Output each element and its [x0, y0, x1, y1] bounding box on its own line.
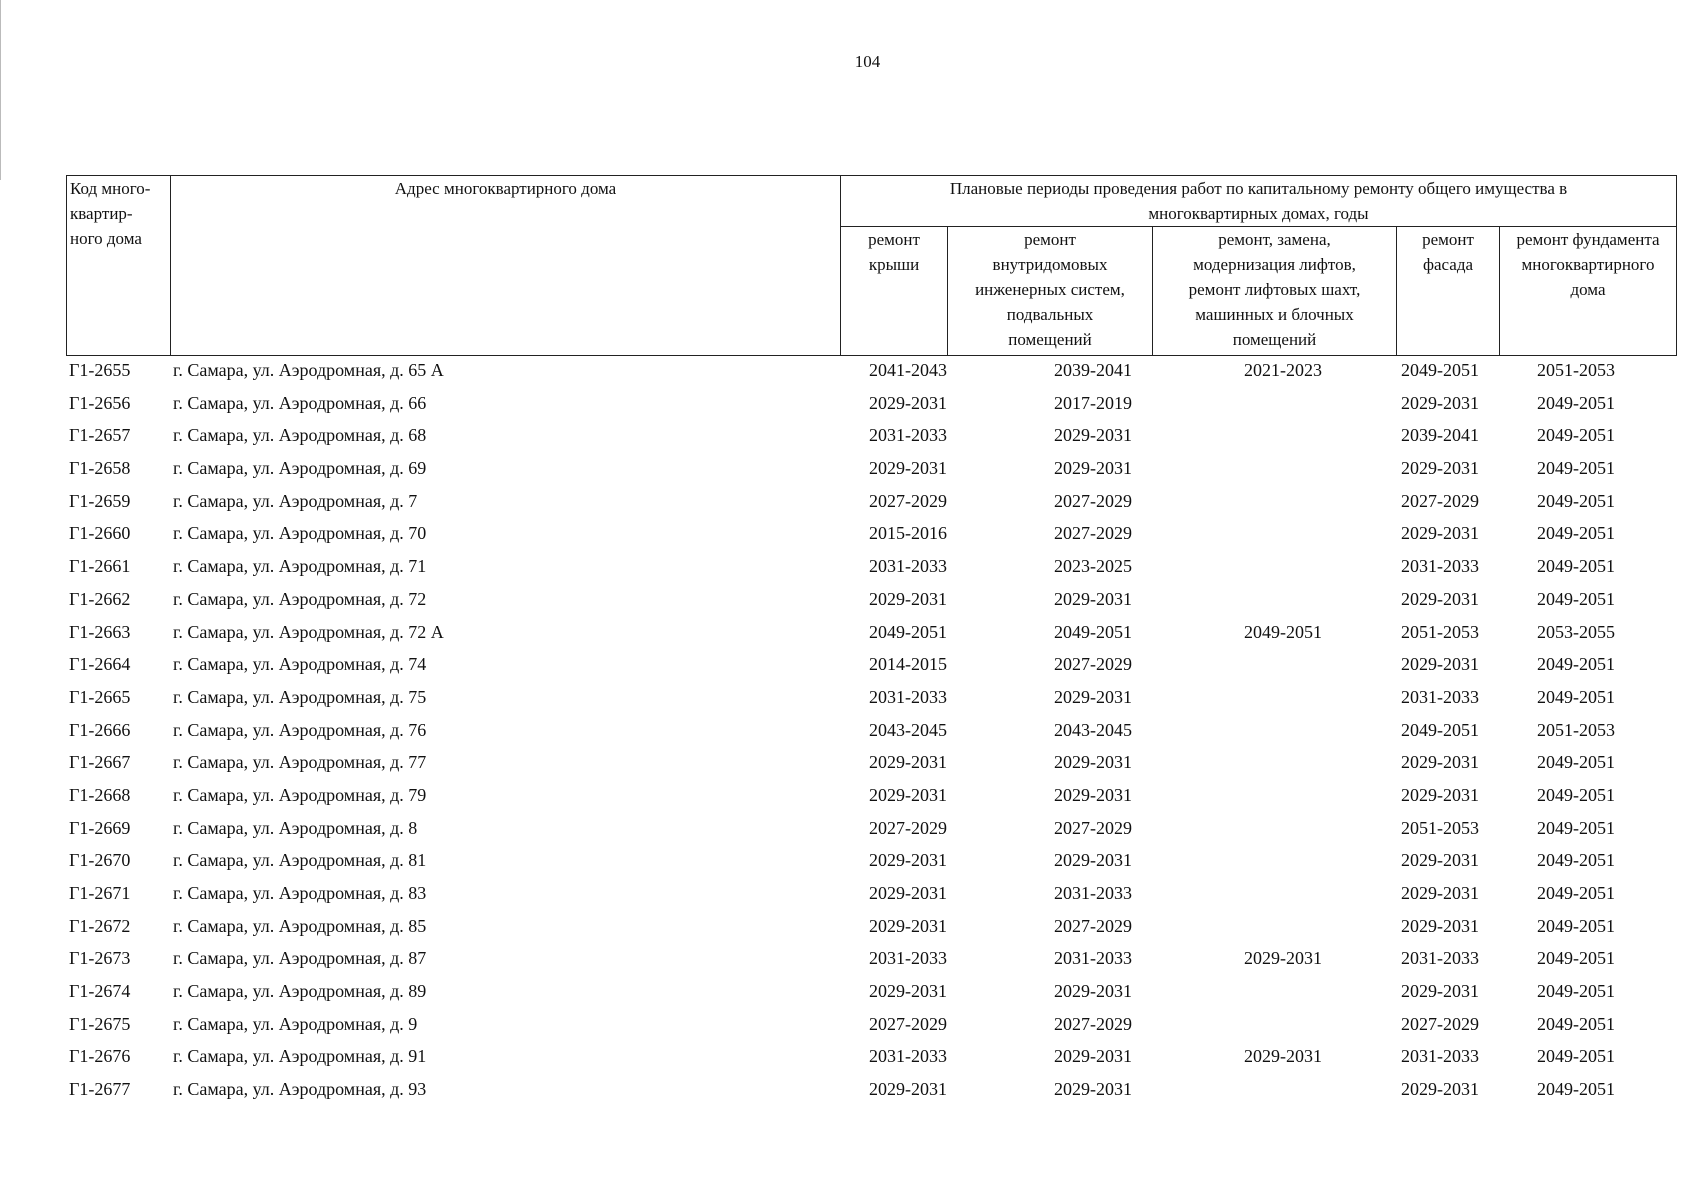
- cell-foundation: 2051-2053: [1537, 719, 1615, 740]
- header-systems-line: подвальных: [1006, 305, 1094, 324]
- table-row: [66, 912, 1676, 945]
- table-row: [66, 1075, 1676, 1108]
- cell-foundation: 2049-2051: [1537, 1013, 1615, 1034]
- cell-code: Г1-2664: [69, 654, 131, 675]
- cell-systems: 2027-2029: [1054, 1013, 1132, 1034]
- cell-address: г. Самара, ул. Аэродромная, д. 83: [173, 883, 427, 903]
- cell-facade: 2031-2033: [1401, 1046, 1479, 1067]
- table-row: [66, 716, 1676, 749]
- table-row: [66, 846, 1676, 879]
- cell-address: г. Самара, ул. Аэродромная, д. 72 А: [173, 621, 444, 642]
- cell-foundation: 2049-2051: [1537, 784, 1615, 805]
- cell-address: г. Самара, ул. Аэродромная, д. 7: [173, 490, 418, 511]
- cell-systems: 2029-2031: [1054, 752, 1132, 773]
- cell-address: г. Самара, ул. Аэродромная, д. 70: [173, 523, 427, 544]
- cell-roof: 2029-2031: [869, 915, 947, 936]
- cell-roof: 2014-2015: [869, 654, 947, 675]
- table-row: [66, 1042, 1676, 1075]
- cell-roof: 2029-2031: [869, 981, 947, 1002]
- cell-systems: 2029-2031: [1054, 686, 1132, 707]
- cell-roof: 2031-2033: [869, 686, 947, 707]
- cell-facade: 2029-2031: [1401, 981, 1479, 1002]
- cell-foundation: 2049-2051: [1537, 1079, 1615, 1100]
- cell-code: Г1-2667: [69, 752, 131, 773]
- cell-facade: 2029-2031: [1401, 784, 1479, 805]
- cell-facade: 2029-2031: [1401, 392, 1479, 413]
- table-row: [66, 650, 1676, 683]
- table-row: [66, 879, 1676, 912]
- header-code: [67, 176, 171, 356]
- cell-lifts: 2029-2031: [1244, 948, 1322, 969]
- header-code-line: ного дома: [70, 229, 142, 248]
- cell-facade: 2029-2031: [1401, 458, 1479, 479]
- cell-facade: 2031-2033: [1401, 686, 1479, 707]
- cell-code: Г1-2656: [69, 392, 131, 413]
- cell-roof: 2043-2045: [869, 719, 947, 740]
- cell-facade: 2029-2031: [1401, 752, 1479, 773]
- cell-address: г. Самара, ул. Аэродромная, д. 81: [173, 850, 427, 871]
- cell-code: Г1-2663: [69, 621, 131, 642]
- cell-foundation: 2049-2051: [1537, 588, 1615, 609]
- cell-roof: 2027-2029: [869, 490, 947, 511]
- cell-foundation: 2049-2051: [1537, 915, 1615, 936]
- header-foundation-line: ремонт фундамента: [1516, 230, 1660, 249]
- cell-foundation: 2049-2051: [1537, 490, 1615, 511]
- cell-facade: 2049-2051: [1401, 719, 1479, 740]
- table-row: [66, 944, 1676, 977]
- cell-foundation: 2049-2051: [1537, 425, 1615, 446]
- cell-systems: 2049-2051: [1054, 621, 1132, 642]
- header-lifts-line: модернизация лифтов,: [1193, 255, 1356, 274]
- cell-code: Г1-2674: [69, 981, 131, 1002]
- cell-roof: 2029-2031: [869, 752, 947, 773]
- cell-facade: 2039-2041: [1401, 425, 1479, 446]
- cell-code: Г1-2675: [69, 1013, 131, 1034]
- header-periods: [841, 176, 1677, 227]
- header-code-line: квартир-: [70, 204, 133, 223]
- cell-systems: 2027-2029: [1054, 523, 1132, 544]
- cell-facade: 2051-2053: [1401, 817, 1479, 838]
- cell-systems: 2029-2031: [1054, 981, 1132, 1002]
- header-roof-line: крыши: [868, 255, 920, 274]
- cell-foundation: 2049-2051: [1537, 1046, 1615, 1067]
- table-body: [66, 356, 1676, 1108]
- cell-foundation: 2049-2051: [1537, 883, 1615, 903]
- cell-address: г. Самара, ул. Аэродромная, д. 77: [173, 752, 427, 773]
- cell-foundation: 2049-2051: [1537, 686, 1615, 707]
- cell-roof: 2015-2016: [869, 523, 947, 544]
- cell-address: г. Самара, ул. Аэродромная, д. 9: [173, 1013, 418, 1034]
- header-foundation-line: многоквартирного: [1521, 255, 1655, 274]
- page-number: 104: [854, 52, 881, 71]
- cell-systems: 2027-2029: [1054, 817, 1132, 838]
- cell-roof: 2029-2031: [869, 850, 947, 871]
- cell-lifts: 2049-2051: [1244, 621, 1322, 642]
- cell-systems: 2023-2025: [1054, 556, 1132, 577]
- cell-address: г. Самара, ул. Аэродромная, д. 69: [173, 458, 427, 479]
- cell-systems: 2029-2031: [1054, 850, 1132, 871]
- table-row: [66, 781, 1676, 814]
- header-lifts-line: ремонт, замена,: [1218, 230, 1331, 249]
- cell-address: г. Самара, ул. Аэродромная, д. 8: [173, 817, 418, 838]
- cell-address: г. Самара, ул. Аэродромная, д. 75: [173, 686, 427, 707]
- header-roof-line: ремонт: [868, 230, 920, 249]
- cell-facade: 2029-2031: [1401, 850, 1479, 871]
- cell-systems: 2031-2033: [1054, 883, 1132, 903]
- cell-foundation: 2049-2051: [1537, 850, 1615, 871]
- header-facade: [1397, 227, 1500, 356]
- cell-roof: 2031-2033: [869, 556, 947, 577]
- table-row: [66, 519, 1676, 552]
- cell-address: г. Самара, ул. Аэродромная, д. 89: [173, 981, 427, 1002]
- header-roof: [841, 227, 948, 356]
- cell-roof: 2027-2029: [869, 1013, 947, 1034]
- header-lifts-line: машинных и блочных: [1195, 305, 1354, 324]
- cell-roof: 2041-2043: [869, 360, 947, 380]
- table-row: [66, 356, 1676, 389]
- cell-facade: 2029-2031: [1401, 915, 1479, 936]
- cell-roof: 2029-2031: [869, 1079, 947, 1100]
- cell-foundation: 2049-2051: [1537, 948, 1615, 969]
- cell-systems: 2029-2031: [1054, 458, 1132, 479]
- cell-systems: 2017-2019: [1054, 392, 1132, 413]
- cell-foundation: 2051-2053: [1537, 360, 1615, 380]
- cell-roof: 2029-2031: [869, 784, 947, 805]
- cell-facade: 2031-2033: [1401, 556, 1479, 577]
- cell-address: г. Самара, ул. Аэродромная, д. 68: [173, 425, 427, 446]
- header-systems-line: помещений: [1008, 330, 1092, 349]
- cell-roof: 2031-2033: [869, 948, 947, 969]
- cell-facade: 2029-2031: [1401, 588, 1479, 609]
- cell-foundation: 2049-2051: [1537, 556, 1615, 577]
- cell-systems: 2029-2031: [1054, 784, 1132, 805]
- cell-foundation: 2049-2051: [1537, 752, 1615, 773]
- table-row: [66, 1010, 1676, 1043]
- cell-foundation: 2049-2051: [1537, 654, 1615, 675]
- cell-facade: 2027-2029: [1401, 490, 1479, 511]
- table-row: [66, 421, 1676, 454]
- cell-code: Г1-2672: [69, 915, 131, 936]
- cell-address: г. Самара, ул. Аэродромная, д. 71: [173, 556, 427, 577]
- cell-code: Г1-2670: [69, 850, 131, 871]
- header-foundation-line: дома: [1570, 280, 1606, 299]
- cell-address: г. Самара, ул. Аэродромная, д. 93: [173, 1079, 427, 1100]
- cell-facade: 2051-2053: [1401, 621, 1479, 642]
- table-row: [66, 487, 1676, 520]
- cell-code: Г1-2676: [69, 1046, 131, 1067]
- cell-systems: 2027-2029: [1054, 915, 1132, 936]
- header-systems-line: внутридомовых: [992, 255, 1108, 274]
- cell-code: Г1-2662: [69, 588, 131, 609]
- header-systems-line: ремонт: [1024, 230, 1076, 249]
- cell-address: г. Самара, ул. Аэродромная, д. 87: [173, 948, 427, 969]
- cell-facade: 2029-2031: [1401, 883, 1479, 903]
- cell-systems: 2029-2031: [1054, 1046, 1132, 1067]
- header-code-line: Код много-: [70, 179, 151, 198]
- header-address-label: Адрес многоквартирного дома: [394, 179, 617, 198]
- header-periods-line: многоквартирных домах, годы: [1148, 204, 1369, 223]
- table-row: [66, 389, 1676, 422]
- cell-roof: 2031-2033: [869, 1046, 947, 1067]
- cell-systems: 2027-2029: [1054, 654, 1132, 675]
- table-row: [66, 748, 1676, 781]
- table-row: [66, 454, 1676, 487]
- cell-systems: 2029-2031: [1054, 588, 1132, 609]
- cell-systems: 2043-2045: [1054, 719, 1132, 740]
- cell-address: г. Самара, ул. Аэродромная, д. 72: [173, 588, 427, 609]
- cell-address: г. Самара, ул. Аэродромная, д. 74: [173, 654, 427, 675]
- table-header: [66, 175, 1677, 356]
- table-row: [66, 977, 1676, 1010]
- cell-address: г. Самара, ул. Аэродромная, д. 76: [173, 719, 427, 740]
- cell-foundation: 2049-2051: [1537, 817, 1615, 838]
- header-systems: [948, 227, 1153, 356]
- cell-facade: 2029-2031: [1401, 1079, 1479, 1100]
- cell-facade: 2027-2029: [1401, 1013, 1479, 1034]
- cell-foundation: 2049-2051: [1537, 523, 1615, 544]
- cell-foundation: 2049-2051: [1537, 981, 1615, 1002]
- cell-address: г. Самара, ул. Аэродромная, д. 85: [173, 915, 427, 936]
- cell-code: Г1-2655: [69, 360, 131, 380]
- cell-roof: 2029-2031: [869, 883, 947, 903]
- cell-foundation: 2053-2055: [1537, 621, 1615, 642]
- cell-roof: 2029-2031: [869, 588, 947, 609]
- cell-roof: 2029-2031: [869, 392, 947, 413]
- table-row: [66, 552, 1676, 585]
- cell-systems: 2029-2031: [1054, 425, 1132, 446]
- cell-facade: 2049-2051: [1401, 360, 1479, 380]
- cell-facade: 2029-2031: [1401, 654, 1479, 675]
- cell-code: Г1-2658: [69, 458, 131, 479]
- header-systems-line: инженерных систем,: [975, 280, 1125, 299]
- cell-foundation: 2049-2051: [1537, 458, 1615, 479]
- cell-code: Г1-2665: [69, 686, 131, 707]
- cell-systems: 2027-2029: [1054, 490, 1132, 511]
- cell-address: г. Самара, ул. Аэродромная, д. 65 А: [173, 360, 444, 380]
- header-periods-line: Плановые периоды проведения работ по капитальному ремонту общего имущества в: [949, 179, 1568, 198]
- table-row: [66, 618, 1676, 651]
- cell-lifts: 2029-2031: [1244, 1046, 1322, 1067]
- cell-address: г. Самара, ул. Аэродромная, д. 66: [173, 392, 427, 413]
- table-row: [66, 814, 1676, 847]
- cell-facade: 2031-2033: [1401, 948, 1479, 969]
- table-row: [66, 683, 1676, 716]
- cell-roof: 2029-2031: [869, 458, 947, 479]
- scan-edge: [0, 0, 1, 180]
- cell-code: Г1-2677: [69, 1079, 131, 1100]
- header-lifts-line: ремонт лифтовых шахт,: [1188, 280, 1361, 299]
- header-facade-line: фасада: [1422, 255, 1474, 274]
- cell-foundation: 2049-2051: [1537, 392, 1615, 413]
- table-row: [66, 585, 1676, 618]
- cell-systems: 2031-2033: [1054, 948, 1132, 969]
- cell-code: Г1-2669: [69, 817, 131, 838]
- cell-code: Г1-2666: [69, 719, 131, 740]
- cell-code: Г1-2659: [69, 490, 131, 511]
- cell-address: г. Самара, ул. Аэродромная, д. 79: [173, 784, 427, 805]
- header-facade-line: ремонт: [1422, 230, 1474, 249]
- cell-code: Г1-2661: [69, 556, 131, 577]
- cell-code: Г1-2673: [69, 948, 131, 969]
- cell-code: Г1-2657: [69, 425, 131, 446]
- cell-systems: 2029-2031: [1054, 1079, 1132, 1100]
- header-lifts: [1153, 227, 1397, 356]
- header-foundation: [1500, 227, 1677, 356]
- cell-address: г. Самара, ул. Аэродромная, д. 91: [173, 1046, 427, 1067]
- header-lifts-line: помещений: [1232, 330, 1317, 349]
- cell-code: Г1-2668: [69, 784, 131, 805]
- cell-code: Г1-2660: [69, 523, 131, 544]
- cell-roof: 2027-2029: [869, 817, 947, 838]
- cell-roof: 2031-2033: [869, 425, 947, 446]
- cell-lifts: 2021-2023: [1244, 360, 1322, 380]
- cell-systems: 2039-2041: [1054, 360, 1132, 380]
- cell-facade: 2029-2031: [1401, 523, 1479, 544]
- cell-roof: 2049-2051: [869, 621, 947, 642]
- header-address: [171, 176, 841, 356]
- cell-code: Г1-2671: [69, 883, 131, 903]
